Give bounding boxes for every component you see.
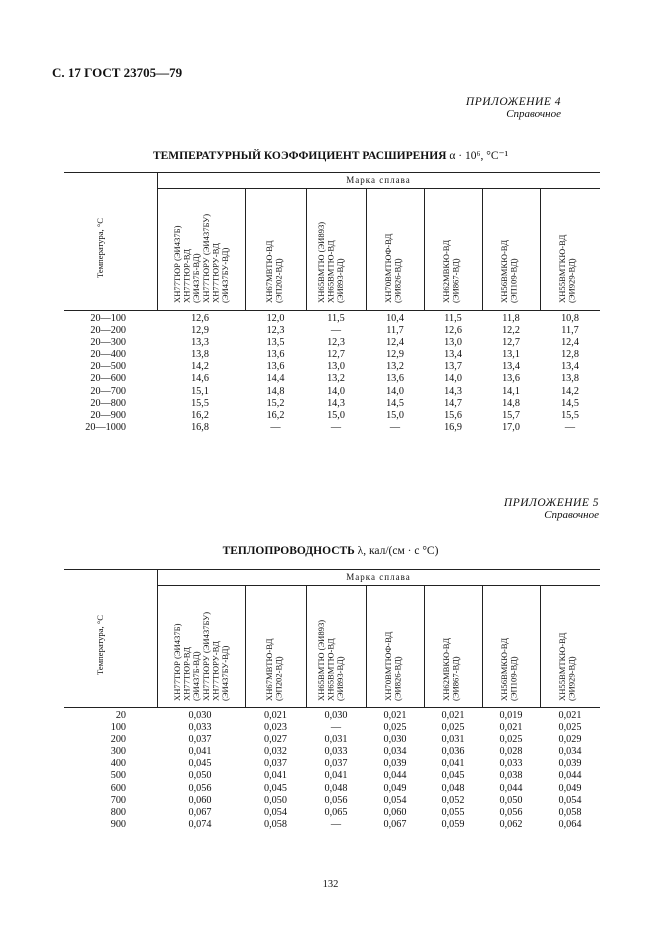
table-cell: 0,041: [188, 746, 212, 758]
table-row: 20—200: [90, 325, 126, 337]
table-cell: 13,8: [191, 349, 209, 361]
table-row: 20: [115, 710, 126, 721]
table-2-divider: [306, 585, 307, 707]
table-cell: 15,5: [561, 409, 579, 421]
table-cell: 0,032: [264, 746, 287, 758]
table-cell: 14,5: [561, 397, 579, 409]
table-cell: 13,6: [386, 373, 404, 385]
table-cell: 0,021: [383, 710, 407, 721]
appendix-5-ref: Справочное: [544, 509, 599, 521]
table-2-temperatures: [70, 710, 126, 831]
table-cell: —: [389, 421, 401, 433]
table-cell: 0,048: [324, 782, 348, 794]
table-cell: 12,9: [191, 325, 209, 337]
table-cell: 0,037: [324, 758, 348, 770]
table-2-title-text: ТЕПЛОПРОВОДНОСТЬ: [222, 545, 355, 557]
table-row: 20—900: [90, 409, 126, 421]
table-cell: 0,025: [383, 722, 407, 734]
table-2-column: [306, 710, 366, 831]
table-cell: 13,6: [266, 361, 285, 373]
table-2-column: [245, 710, 306, 831]
table-cell: 0,028: [499, 746, 523, 758]
table-2-top-rule: [64, 569, 600, 570]
table-cell: 0,031: [441, 734, 465, 746]
table-cell: 0,058: [558, 806, 582, 818]
table-cell: 12,6: [444, 325, 462, 337]
table-2-divider: [424, 585, 425, 707]
table-2-alloy-header: ХН70ВМТЮФ-ВД (ЭИ826-ВД): [383, 631, 403, 701]
table-cell: 0,030: [383, 734, 407, 746]
table-cell: 0,030: [188, 710, 212, 721]
table-cell: 0,056: [499, 806, 523, 818]
table-cell: 0,027: [264, 734, 287, 746]
table-cell: —: [330, 722, 342, 734]
table-cell: 14,8: [502, 397, 520, 409]
table-1-divider: [157, 172, 158, 310]
table-cell: 0,054: [558, 794, 582, 806]
page-number: 132: [322, 879, 339, 890]
table-2-divider: [540, 585, 541, 707]
table-cell: 14,1: [502, 385, 520, 397]
table-cell: 13,5: [266, 337, 285, 349]
table-cell: 0,029: [558, 734, 582, 746]
table-cell: 0,041: [324, 770, 348, 782]
table-2-header-rule: [64, 707, 600, 708]
table-cell: 13,6: [266, 349, 285, 361]
table-cell: 13,2: [386, 361, 404, 373]
table-2-temp-header: Температура, °С: [95, 615, 105, 675]
table-cell: 12,7: [327, 349, 345, 361]
table-1-alloy-header: ХН70ВМТЮФ-ВД (ЭИ826-ВД): [383, 233, 403, 303]
table-cell: 0,045: [264, 782, 287, 794]
table-1-alloy-header: ХН62МВКЮ-ВД (ЭИ867-ВД): [441, 239, 461, 303]
table-1-column: [424, 313, 482, 434]
table-cell: —: [330, 421, 342, 433]
table-row: 20—800: [90, 397, 126, 409]
table-cell: 14,0: [327, 385, 345, 397]
table-1-column: [245, 313, 306, 434]
table-cell: 12,4: [561, 337, 579, 349]
appendix-5-heading: [504, 497, 599, 521]
document-header: С. 17 ГОСТ 23705—79: [52, 65, 183, 80]
table-cell: 0,062: [499, 818, 523, 830]
table-cell: 0,030: [324, 710, 348, 721]
table-2-column: [366, 710, 424, 831]
table-row: 200: [110, 734, 126, 746]
table-cell: 0,050: [499, 794, 523, 806]
table-row: 20—600: [90, 373, 126, 385]
table-cell: 0,049: [558, 782, 582, 794]
table-cell: 13,4: [444, 349, 462, 361]
table-cell: 14,5: [386, 397, 404, 409]
table-1-column: [306, 313, 366, 434]
table-row: 900: [110, 818, 126, 830]
table-cell: 14,7: [444, 397, 462, 409]
table-2-title: [0, 545, 661, 557]
table-1-divider: [366, 188, 367, 310]
table-1-title: [0, 148, 661, 162]
table-cell: 12,3: [327, 337, 345, 349]
table-1-marka-rule: [157, 188, 600, 189]
table-cell: 0,065: [324, 806, 348, 818]
table-cell: 0,033: [499, 758, 523, 770]
table-2-column: [168, 710, 232, 831]
table-cell: —: [564, 421, 576, 433]
table-cell: 16,8: [191, 421, 209, 433]
table-cell: 15,1: [191, 385, 209, 397]
table-row: 20—1000: [85, 421, 126, 433]
table-cell: —: [330, 325, 342, 337]
table-cell: 11,8: [502, 313, 520, 324]
table-cell: 0,025: [441, 722, 465, 734]
table-cell: 0,056: [324, 794, 348, 806]
table-2-alloy-header: ХН67МВТЮ-ВД (ЭП202-ВД): [264, 638, 284, 701]
table-1-alloy-header: ХН65ВМТЮ (ЭИ893) ХН65ВМТЮ-ВД (ЭИ893-ВД): [316, 221, 346, 303]
table-2-divider: [157, 569, 158, 707]
table-cell: 0,021: [264, 710, 287, 721]
table-1-column: [540, 313, 600, 434]
table-2-column: [540, 710, 600, 831]
table-cell: 0,054: [383, 794, 407, 806]
table-cell: 0,039: [558, 758, 582, 770]
table-cell: 15,6: [444, 409, 462, 421]
table-cell: 12,0: [266, 313, 285, 324]
table-cell: 0,045: [441, 770, 465, 782]
table-cell: 0,049: [383, 782, 407, 794]
table-cell: 0,023: [264, 722, 287, 734]
table-cell: 0,025: [499, 734, 523, 746]
table-cell: 13,6: [502, 373, 520, 385]
table-1-temperatures: [70, 313, 126, 434]
table-cell: 15,5: [191, 397, 209, 409]
table-2-alloy-header: ХН56ВМКЮ-ВД (ЭП109-ВД): [499, 637, 519, 701]
table-cell: 12,8: [561, 349, 579, 361]
table-cell: 0,021: [499, 722, 523, 734]
table-cell: 0,021: [441, 710, 465, 721]
table-cell: 10,8: [561, 313, 579, 324]
table-cell: 0,060: [188, 794, 212, 806]
table-cell: 0,060: [383, 806, 407, 818]
table-cell: 16,2: [266, 409, 285, 421]
table-1-top-rule: [64, 172, 600, 173]
table-1-column: [366, 313, 424, 434]
table-cell: 12,7: [502, 337, 520, 349]
table-cell: 17,0: [502, 421, 520, 433]
table-row: 600: [110, 782, 126, 794]
table-cell: 14,0: [386, 385, 404, 397]
table-cell: 0,050: [264, 794, 287, 806]
table-row: 20—400: [90, 349, 126, 361]
appendix-4-label: ПРИЛОЖЕНИЕ 4: [465, 96, 561, 108]
table-cell: 12,9: [386, 349, 404, 361]
table-cell: 0,048: [441, 782, 465, 794]
table-row: 800: [110, 806, 126, 818]
table-cell: 14,2: [561, 385, 579, 397]
table-cell: 13,2: [327, 373, 345, 385]
table-cell: 0,074: [188, 818, 212, 830]
table-1-alloy-header: ХН56ВМКЮ-ВД (ЭП109-ВД): [499, 239, 519, 303]
table-cell: 0,041: [264, 770, 287, 782]
table-cell: 14,3: [327, 397, 345, 409]
appendix-4-heading: [466, 96, 561, 120]
appendix-5-label: ПРИЛОЖЕНИЕ 5: [503, 497, 599, 509]
table-2-title-unit: λ, кал/(см · с °С): [357, 545, 439, 557]
table-cell: 13,4: [502, 361, 520, 373]
table-cell: 0,054: [264, 806, 287, 818]
table-2-marka-label: Марка сплава: [346, 572, 411, 582]
table-cell: 0,021: [558, 710, 582, 721]
table-cell: 0,031: [324, 734, 348, 746]
table-1-divider: [306, 188, 307, 310]
table-cell: 0,025: [558, 722, 582, 734]
table-2-alloy-header: ХН55ВМТКЮ-ВД (ЭИ929-ВД): [557, 632, 577, 701]
table-cell: 11,7: [386, 325, 404, 337]
table-2-column: [424, 710, 482, 831]
table-row: 300: [110, 746, 126, 758]
table-cell: 14,0: [444, 373, 462, 385]
table-2-column: [482, 710, 540, 831]
table-cell: 14,3: [444, 385, 462, 397]
table-cell: 11,5: [327, 313, 345, 324]
table-cell: 13,4: [561, 361, 579, 373]
table-1-divider: [424, 188, 425, 310]
table-cell: 11,7: [561, 325, 579, 337]
table-2-alloy-header: ХН77ТЮР (ЭИ437Б) ХН77ТЮР-ВД (ЭИ437Б-ВД) ХН77ТЮРУ (ЭИ437БУ) ХН77ТЮРУ-ВД (ЭИ437БУ-ВД): [172, 611, 230, 701]
table-cell: 0,037: [264, 758, 287, 770]
table-1-column: [482, 313, 540, 434]
table-1-title-text: ТЕМПЕРАТУРНЫЙ КОЭФФИЦИЕНТ РАСШИРЕНИЯ: [152, 150, 447, 162]
table-1-title-unit: α · 10⁶, °С⁻¹: [449, 150, 509, 162]
table-cell: 13,0: [444, 337, 462, 349]
table-cell: 13,7: [444, 361, 462, 373]
table-cell: 15,0: [386, 409, 404, 421]
table-cell: 0,056: [188, 782, 212, 794]
table-cell: 0,041: [441, 758, 465, 770]
table-cell: 0,033: [188, 722, 212, 734]
table-cell: 0,058: [264, 818, 287, 830]
table-cell: 0,045: [188, 758, 212, 770]
table-cell: 13,0: [327, 361, 345, 373]
table-cell: 14,4: [266, 373, 285, 385]
table-1-divider: [540, 188, 541, 310]
table-cell: 0,033: [324, 746, 348, 758]
table-cell: —: [270, 421, 281, 433]
table-cell: 0,037: [188, 734, 212, 746]
table-cell: 15,0: [327, 409, 345, 421]
table-cell: 0,039: [383, 758, 407, 770]
table-cell: 15,2: [266, 397, 285, 409]
table-row: 20—300: [90, 337, 126, 349]
table-cell: 15,7: [502, 409, 520, 421]
table-row: 700: [110, 794, 126, 806]
table-1-temp-header: Температура, °С: [95, 218, 105, 278]
table-1-divider: [482, 188, 483, 310]
table-cell: 0,055: [441, 806, 465, 818]
table-1-alloy-header: ХН55ВМТКЮ-ВД (ЭИ929-ВД): [557, 234, 577, 303]
table-cell: 11,5: [444, 313, 462, 324]
table-1-alloy-header: ХН67МВТЮ-ВД (ЭП202-ВД): [264, 240, 284, 303]
table-cell: 0,067: [383, 818, 407, 830]
table-cell: 14,6: [191, 373, 209, 385]
table-2-marka-rule: [157, 585, 600, 586]
table-cell: 12,2: [502, 325, 520, 337]
table-cell: 13,1: [502, 349, 520, 361]
table-1-alloy-header: ХН77ТЮР (ЭИ437Б) ХН77ТЮР-ВД (ЭИ437Б-ВД) ХН77ТЮРУ (ЭИ437БУ) ХН77ТЮРУ-ВД (ЭИ437БУ-ВД): [172, 213, 230, 303]
table-cell: 0,044: [558, 770, 582, 782]
table-cell: 16,2: [191, 409, 209, 421]
table-row: 20—100: [90, 313, 126, 324]
table-1-header-rule: [64, 310, 600, 311]
table-1-divider: [245, 188, 246, 310]
table-cell: 0,044: [383, 770, 407, 782]
table-cell: 0,059: [441, 818, 465, 830]
table-cell: 14,8: [266, 385, 285, 397]
table-cell: 10,4: [386, 313, 404, 324]
table-cell: 12,4: [386, 337, 404, 349]
table-row: 100: [110, 722, 126, 734]
table-cell: 0,064: [558, 818, 582, 830]
table-row: 500: [110, 770, 126, 782]
table-cell: 0,050: [188, 770, 212, 782]
table-cell: —: [330, 818, 342, 830]
table-cell: 13,8: [561, 373, 579, 385]
table-cell: 0,052: [441, 794, 465, 806]
table-cell: 0,036: [441, 746, 465, 758]
table-1-column: [168, 313, 232, 434]
appendix-4-ref: Справочное: [506, 108, 561, 120]
table-row: 20—700: [90, 385, 126, 397]
table-cell: 0,044: [499, 782, 523, 794]
table-cell: 16,9: [444, 421, 462, 433]
table-cell: 0,038: [499, 770, 523, 782]
table-cell: 0,019: [499, 710, 523, 721]
table-row: 20—500: [90, 361, 126, 373]
table-row: 400: [110, 758, 126, 770]
table-2-divider: [482, 585, 483, 707]
table-cell: 14,2: [191, 361, 209, 373]
table-1-marka-label: Марка сплава: [346, 175, 411, 185]
table-cell: 13,3: [191, 337, 209, 349]
table-cell: 0,034: [383, 746, 407, 758]
table-cell: 0,034: [558, 746, 582, 758]
table-cell: 0,067: [188, 806, 212, 818]
table-cell: 12,6: [191, 313, 209, 324]
table-2-alloy-header: ХН65ВМТЮ (ЭИ893) ХН65ВМТЮ-ВД (ЭИ893-ВД): [316, 619, 346, 701]
table-cell: 12,3: [266, 325, 285, 337]
table-2-divider: [245, 585, 246, 707]
table-2-alloy-header: ХН62МВКЮ-ВД (ЭИ867-ВД): [441, 637, 461, 701]
table-2-divider: [366, 585, 367, 707]
